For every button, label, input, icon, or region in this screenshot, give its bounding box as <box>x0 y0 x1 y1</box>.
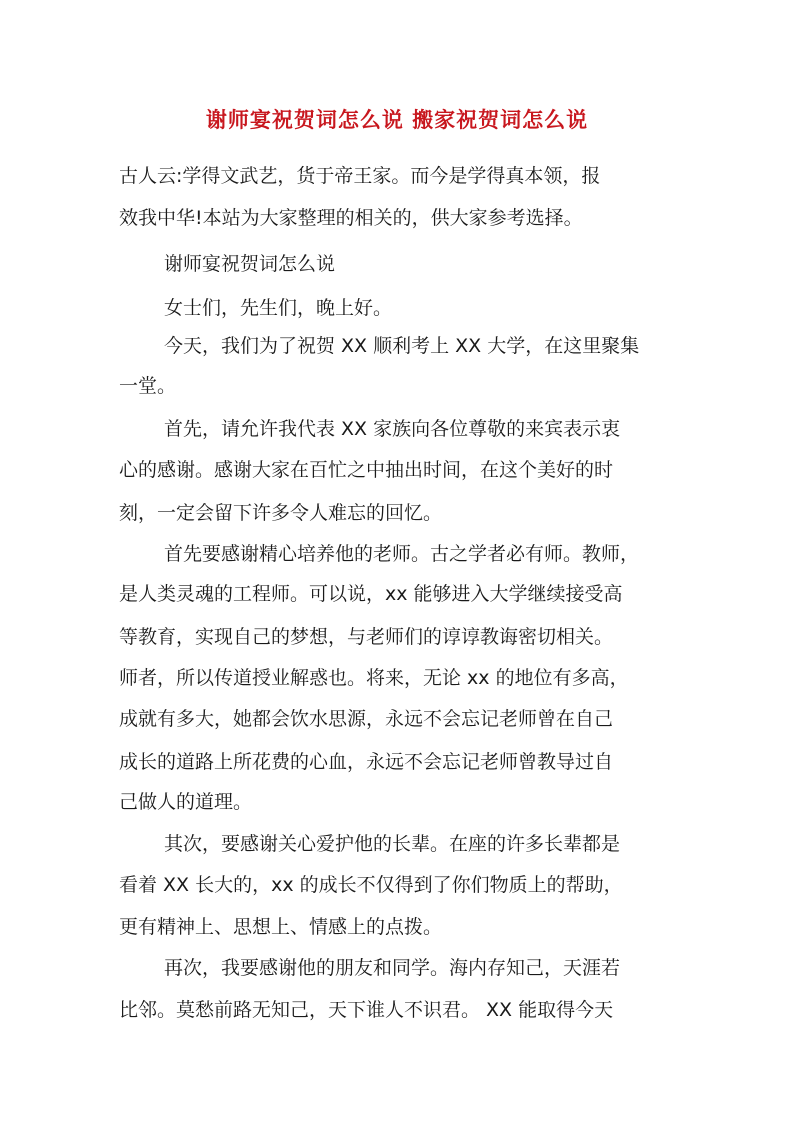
text-line: 是人类灵魂的工程师。可以说，xx 能够进入大学继续接受高 <box>119 583 623 605</box>
text-line: 效我中华!本站为大家整理的相关的，供大家参考选择。 <box>119 207 583 229</box>
text-line: 首先，请允许我代表 XX 家族向各位尊敬的来宾表示衷 <box>164 418 621 440</box>
text-line: 首先要感谢精心培养他的老师。古之学者必有师。教师， <box>164 543 640 565</box>
text-line: 女士们，先生们，晚上好。 <box>164 297 393 319</box>
text-line: 一堂。 <box>119 375 177 397</box>
text-line: 再次，我要感谢他的朋友和同学。海内存知己，天涯若 <box>164 957 621 979</box>
text-line: 刻，一定会留下许多令人难忘的回忆。 <box>119 502 443 524</box>
text-line: 其次，要感谢关心爱护他的长辈。在座的许多长辈都是 <box>164 833 621 855</box>
text-line: 己做人的道理。 <box>119 791 253 813</box>
text-line: 更有精神上、思想上、情感上的点拨。 <box>119 916 443 938</box>
text-line: 谢师宴祝贺词怎么说 <box>164 253 336 275</box>
text-line: 看着 XX 长大的，xx 的成长不仅得到了你们物质上的帮助， <box>119 874 623 896</box>
text-line: 等教育，实现自己的梦想，与老师们的谆谆教诲密切相关。 <box>119 626 614 648</box>
text-line: 今天，我们为了祝贺 XX 顺利考上 XX 大学，在这里聚集 <box>164 335 640 357</box>
text-line: 师者，所以传道授业解惑也。将来，无论 xx 的地位有多高， <box>119 667 629 689</box>
text-line: 比邻。莫愁前路无知己，天下谁人不识君。 XX 能取得今天 <box>119 999 614 1021</box>
text-line: 成长的道路上所花费的心血，永远不会忘记老师曾教导过自 <box>119 751 614 773</box>
document-title: 谢师宴祝贺词怎么说 搬家祝贺词怎么说 <box>205 107 589 132</box>
text-line: 成就有多大，她都会饮水思源，永远不会忘记老师曾在自己 <box>119 708 614 730</box>
text-line: 古人云:学得文武艺，货于帝王家。而今是学得真本领，报 <box>119 165 601 187</box>
text-line: 心的感谢。感谢大家在百忙之中抽出时间，在这个美好的时 <box>119 459 614 481</box>
